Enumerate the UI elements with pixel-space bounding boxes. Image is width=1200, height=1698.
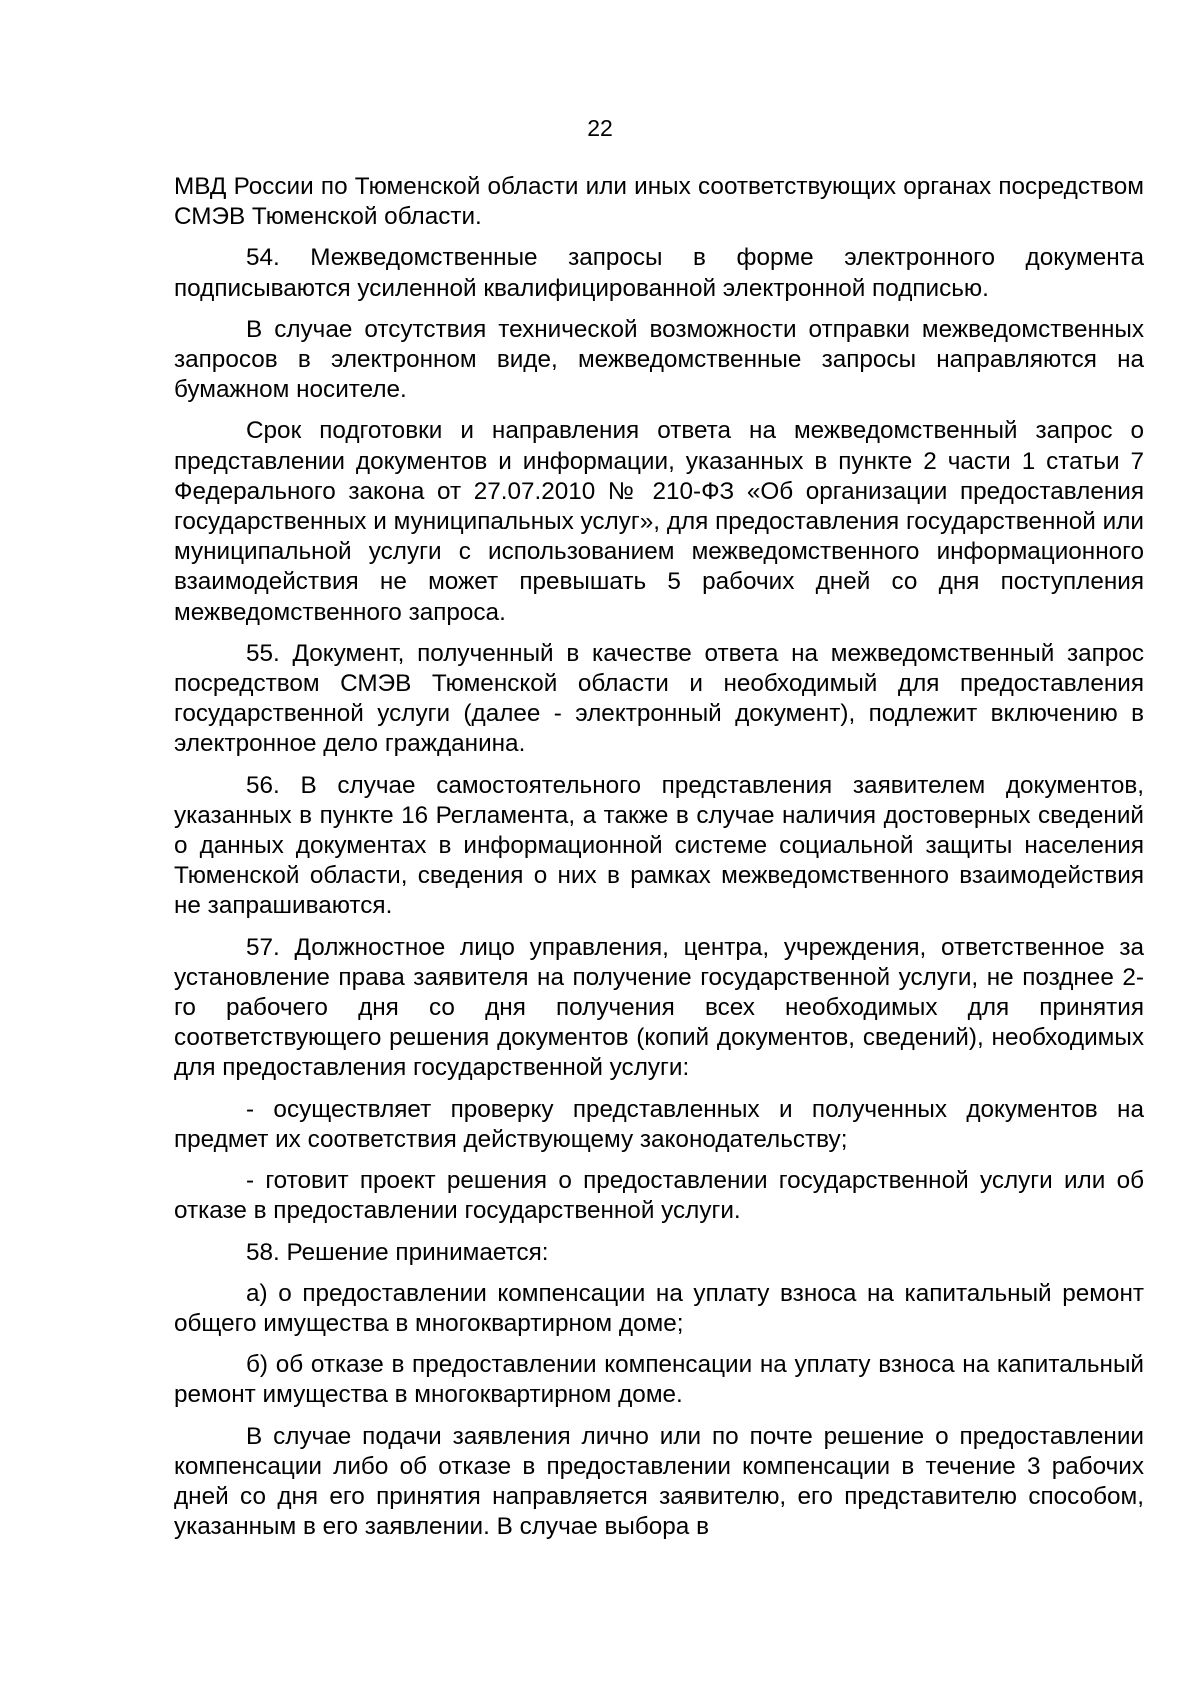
paragraph-58-notification: В случае подачи заявления лично или по почте решение о предоставлении компенсации либо об отказе в предоставлении компенсации в течение 3 рабочих дней со дня его принятия направляется заявителю, его представителю способом, указанным в его заявлении. В случае выбора в bbox=[174, 1422, 1144, 1541]
paragraph-54-paper-fallback: В случае отсутствия технической возможности отправки межведомственных запросов в электронном виде, межведомственные запросы направляются на бумажном носителе. bbox=[174, 315, 1144, 404]
paragraph-57-item-draft: - готовит проект решения о предоставлении государственной услуги или об отказе в предоставлении государственной услуги. bbox=[174, 1167, 1144, 1225]
paragraph-58: 58. Решение принимается: bbox=[246, 1238, 549, 1266]
paragraph-58-item-b: б) об отказе в предоставлении компенсации на уплату взноса на капитальный ремонт имущества в многоквартирном доме. bbox=[174, 1351, 1144, 1409]
paragraph-56: 56. В случае самостоятельного представления заявителем документов, указанных в пункте 16 Регламента, а также в случае наличия достоверных сведений о данных документах в информационной системе социальной защиты населения Тюменской области, сведения о них в рамках межведомственного взаимодействия не запрашиваются. bbox=[174, 771, 1144, 920]
paragraph-57-item-verify: - осуществляет проверку представленных и полученных документов на предмет их соответствия действующему законодательству; bbox=[174, 1095, 1144, 1153]
paragraph-55: 55. Документ, полученный в качестве ответа на межведомственный запрос посредством СМЭВ Тюменской области и необходимый для предоставления государственной услуги (далее - электронный документ), подлежит включению в электронное дело гражданина. bbox=[174, 639, 1144, 758]
document-body bbox=[174, 172, 1144, 1553]
paragraph-57: 57. Должностное лицо управления, центра, учреждения, ответственное за установление права заявителя на получение государственной услуги, не позднее 2-го рабочего дня со дня получения всех необходимых для принятия соответствующего решения документов (копий документов, сведений), необходимых для предоставления государственной услуги: bbox=[174, 933, 1144, 1082]
page-number: 22 bbox=[587, 115, 613, 141]
paragraph-54: 54. Межведомственные запросы в форме электронного документа подписываются усиленной квалифицированной электронной подписью. bbox=[174, 244, 1144, 302]
paragraph-continuation: МВД России по Тюменской области или иных соответствующих органах посредством СМЭВ Тюменской области. bbox=[174, 173, 1144, 231]
paragraph-54-response-deadline: Срок подготовки и направления ответа на межведомственный запрос о представлении документов и информации, указанных в пункте 2 части 1 статьи 7 Федерального закона от 27.07.2010 № 210-ФЗ «Об организации предоставления государственных и муниципальных услуг», для предоставления государственной или муниципальной услуги с использованием межведомственного информационного взаимодействия не может превышать 5 рабочих дней со дня поступления межведомственного запроса. bbox=[174, 417, 1144, 626]
paragraph-58-item-a: а) о предоставлении компенсации на уплату взноса на капитальный ремонт общего имущества в многоквартирном доме; bbox=[174, 1279, 1144, 1337]
